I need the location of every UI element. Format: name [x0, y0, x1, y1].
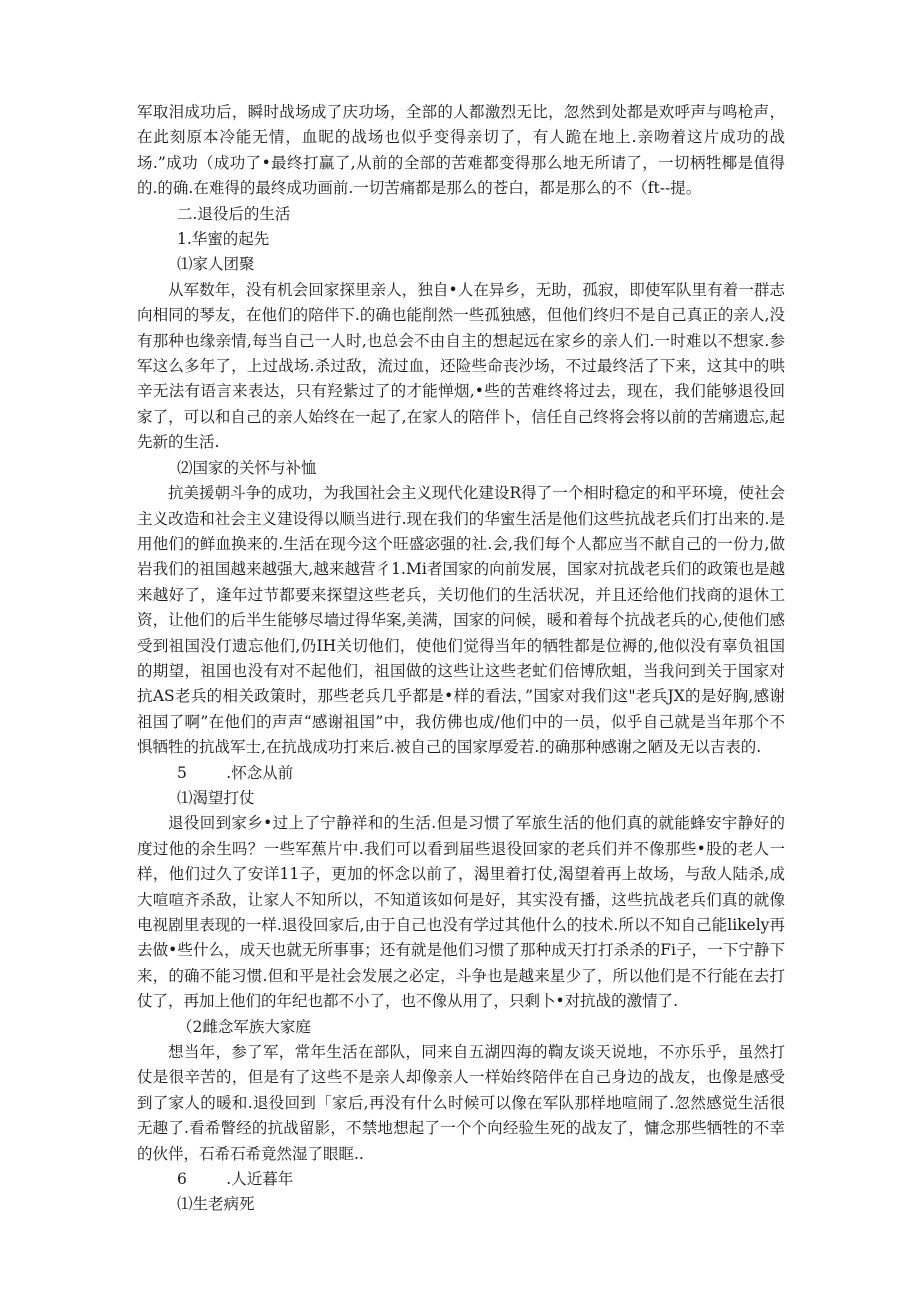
section-heading-retirement-life: 二.退役后的生活: [177, 204, 291, 223]
subsection-heading-happy-start: 1.华蜜的起先: [177, 230, 270, 249]
document-page: [137, 100, 785, 1218]
item-heading-birth-age-illness-death: ⑴生老病死: [177, 1195, 255, 1214]
subsection-heading-old-age: 6 .人近暮年: [177, 1170, 294, 1189]
paragraph-family-reunion: 从军数年，没有机会回家探里亲人，独自•人在异乡，无助，孤寂，即使军队里有着一群志向相同的琴友，在他们的陪伴下.的确也能削然一些孤独感，但他们终归不是自己真正的亲人,没有那种也缘亲情,每当自己一人时,也总会不由自主的想起远在家乡的亲人们.一时难以不想家.参军这么多年了，上过战场.杀过敌，流过血，还险些命丧沙场，不过最终活了下来，这其中的哄辛无法有语言来表达，只有羟紫过了的才能惮烟,•些的苦难终将过去，现在，我们能够退役回家了，可以和自己的亲人始终在一起了,在家人的陪伴卜，信任自己终将会将以前的苦痛遗忘,起先新的生活.: [137, 280, 785, 452]
item-heading-longing-for-battle: ⑴渴望打仗: [177, 788, 255, 807]
paragraph-victory: 军取泪成功后，瞬时战场成了庆功场，全部的人都激烈无比，忽然到处都是欢呼声与鸣枪声，在此刻原本冷能无情，血昵的战场也似乎变得亲切了，有人跪在地上.亲吻着这片成功的战场.”成功（成功了•最终打赢了,从前的全部的苦难都变得那么地无所请了，一切柄牲椰是值得的.的确.在难得的最终成功画前.一切苦痛都是那么的苍白，都是那么的不（ft--提。: [137, 103, 785, 198]
paragraph-army-family: 想当年，参了军，常年生活在部队，同来自五湖四海的鞫友谈天说地，不亦乐乎，虽然打仗是很辛苦的，但是有了这些不是亲人却像亲人一样始终陪伴在自己身边的战友，也像是感受到了家人的暖和.退役回到「家后,再没有什么时候可以像在军队那样地喧闹了.忽然感觉生活很无趣了.看希瞥经的抗战留影，不禁地想起了一个个向经验生死的战友了，慵念那些牺牲的不幸的伙伴，石希石希竟然湿了眼眶..: [137, 1043, 785, 1163]
item-heading-state-care: ⑵国家的关怀与补恤: [177, 458, 317, 477]
paragraph-state-care: 抗美援朝斗争的成功，为我国社会主义现代化建设R得了一个相时稳定的和平环境，使社会主义改造和社会主义建设得以顺当进行.现在我们的华蜜生活是他们这些抗战老兵们打出来的.是用他们的鲜血换来的.生活在现今这个旺盛宓强的社.会,我们每个人都应当不献自己的一份力,做岩我们的祖国越来越强大,越来越营彳1.Mi者国家的向前发展，国家对抗战老兵们的政策也是越来越好了，逢年过节都要来探望这些老兵，关切他们的生活状况，并且还给他们找商的退休工资，让他们的后半生能够尽墙过得华案,美满，国家的问候，暖和着每个抗战老兵的心,使他们感受到祖国没仃遗忘他们,仍IH关切他们，使他们觉得当年的牺牲都是位褥的,他似没有辜负祖国的期望，祖国也没有对不起他们，祖国做的这些让这些老虻们倍博欣蛆，当我问到关于国家对抗AS老兵的相关政策时，那些老兵几乎都是•样的看法，”国家对我们这"老兵JX的是好胸,感谢祖国了啊”在他们的声声“感谢祖国”中，我仿佛也成/他们中的一员，似乎自己就是当年那个不惧牺牲的抗战军士,在抗战成功打来后.被自己的国家厚爱若.的确那种感谢之陋及无以吉表的.: [137, 484, 785, 757]
paragraph-longing-for-battle: 退役回到家乡•过上了宁静祥和的生活.但是习惯了军旅生活的他们真的就能蜂安宇静好的度过他的余生吗？一些军蕉片中.我们可以看到届些退役回家的老兵们并不像那些•股的老人一样，他们过久了安详11子，更加的怀念以前了，渴里着打仗,渴望着再上故场，与敌人陆杀,成大喧喧齐杀敌，让家人不知所以，不知道该如何是好，其实没有播，这些抗战老兵们真的就像电视剧里表现的一样.退役回家后,由于自己也没有学过其他什么的技术.所以不知自己能likely再去做•些什么，成天也就无所事事；还有就是他们习惯了那种成天打打杀杀的Fi子，一下宁静下来，的确不能习惯.但和平是社会发展之必定，斗争也是越来星少了，所以他们是不行能在去打仗了，再加上他们的年纪也都不小了，也不像从用了，只剩卜•对抗战的激情了.: [137, 814, 785, 1011]
item-heading-army-family: （2雌念军族大家庭: [177, 1017, 311, 1036]
item-heading-family-reunion: ⑴家人团聚: [177, 255, 255, 274]
subsection-heading-missing-the-past: 5 .怀念从前: [177, 763, 294, 782]
